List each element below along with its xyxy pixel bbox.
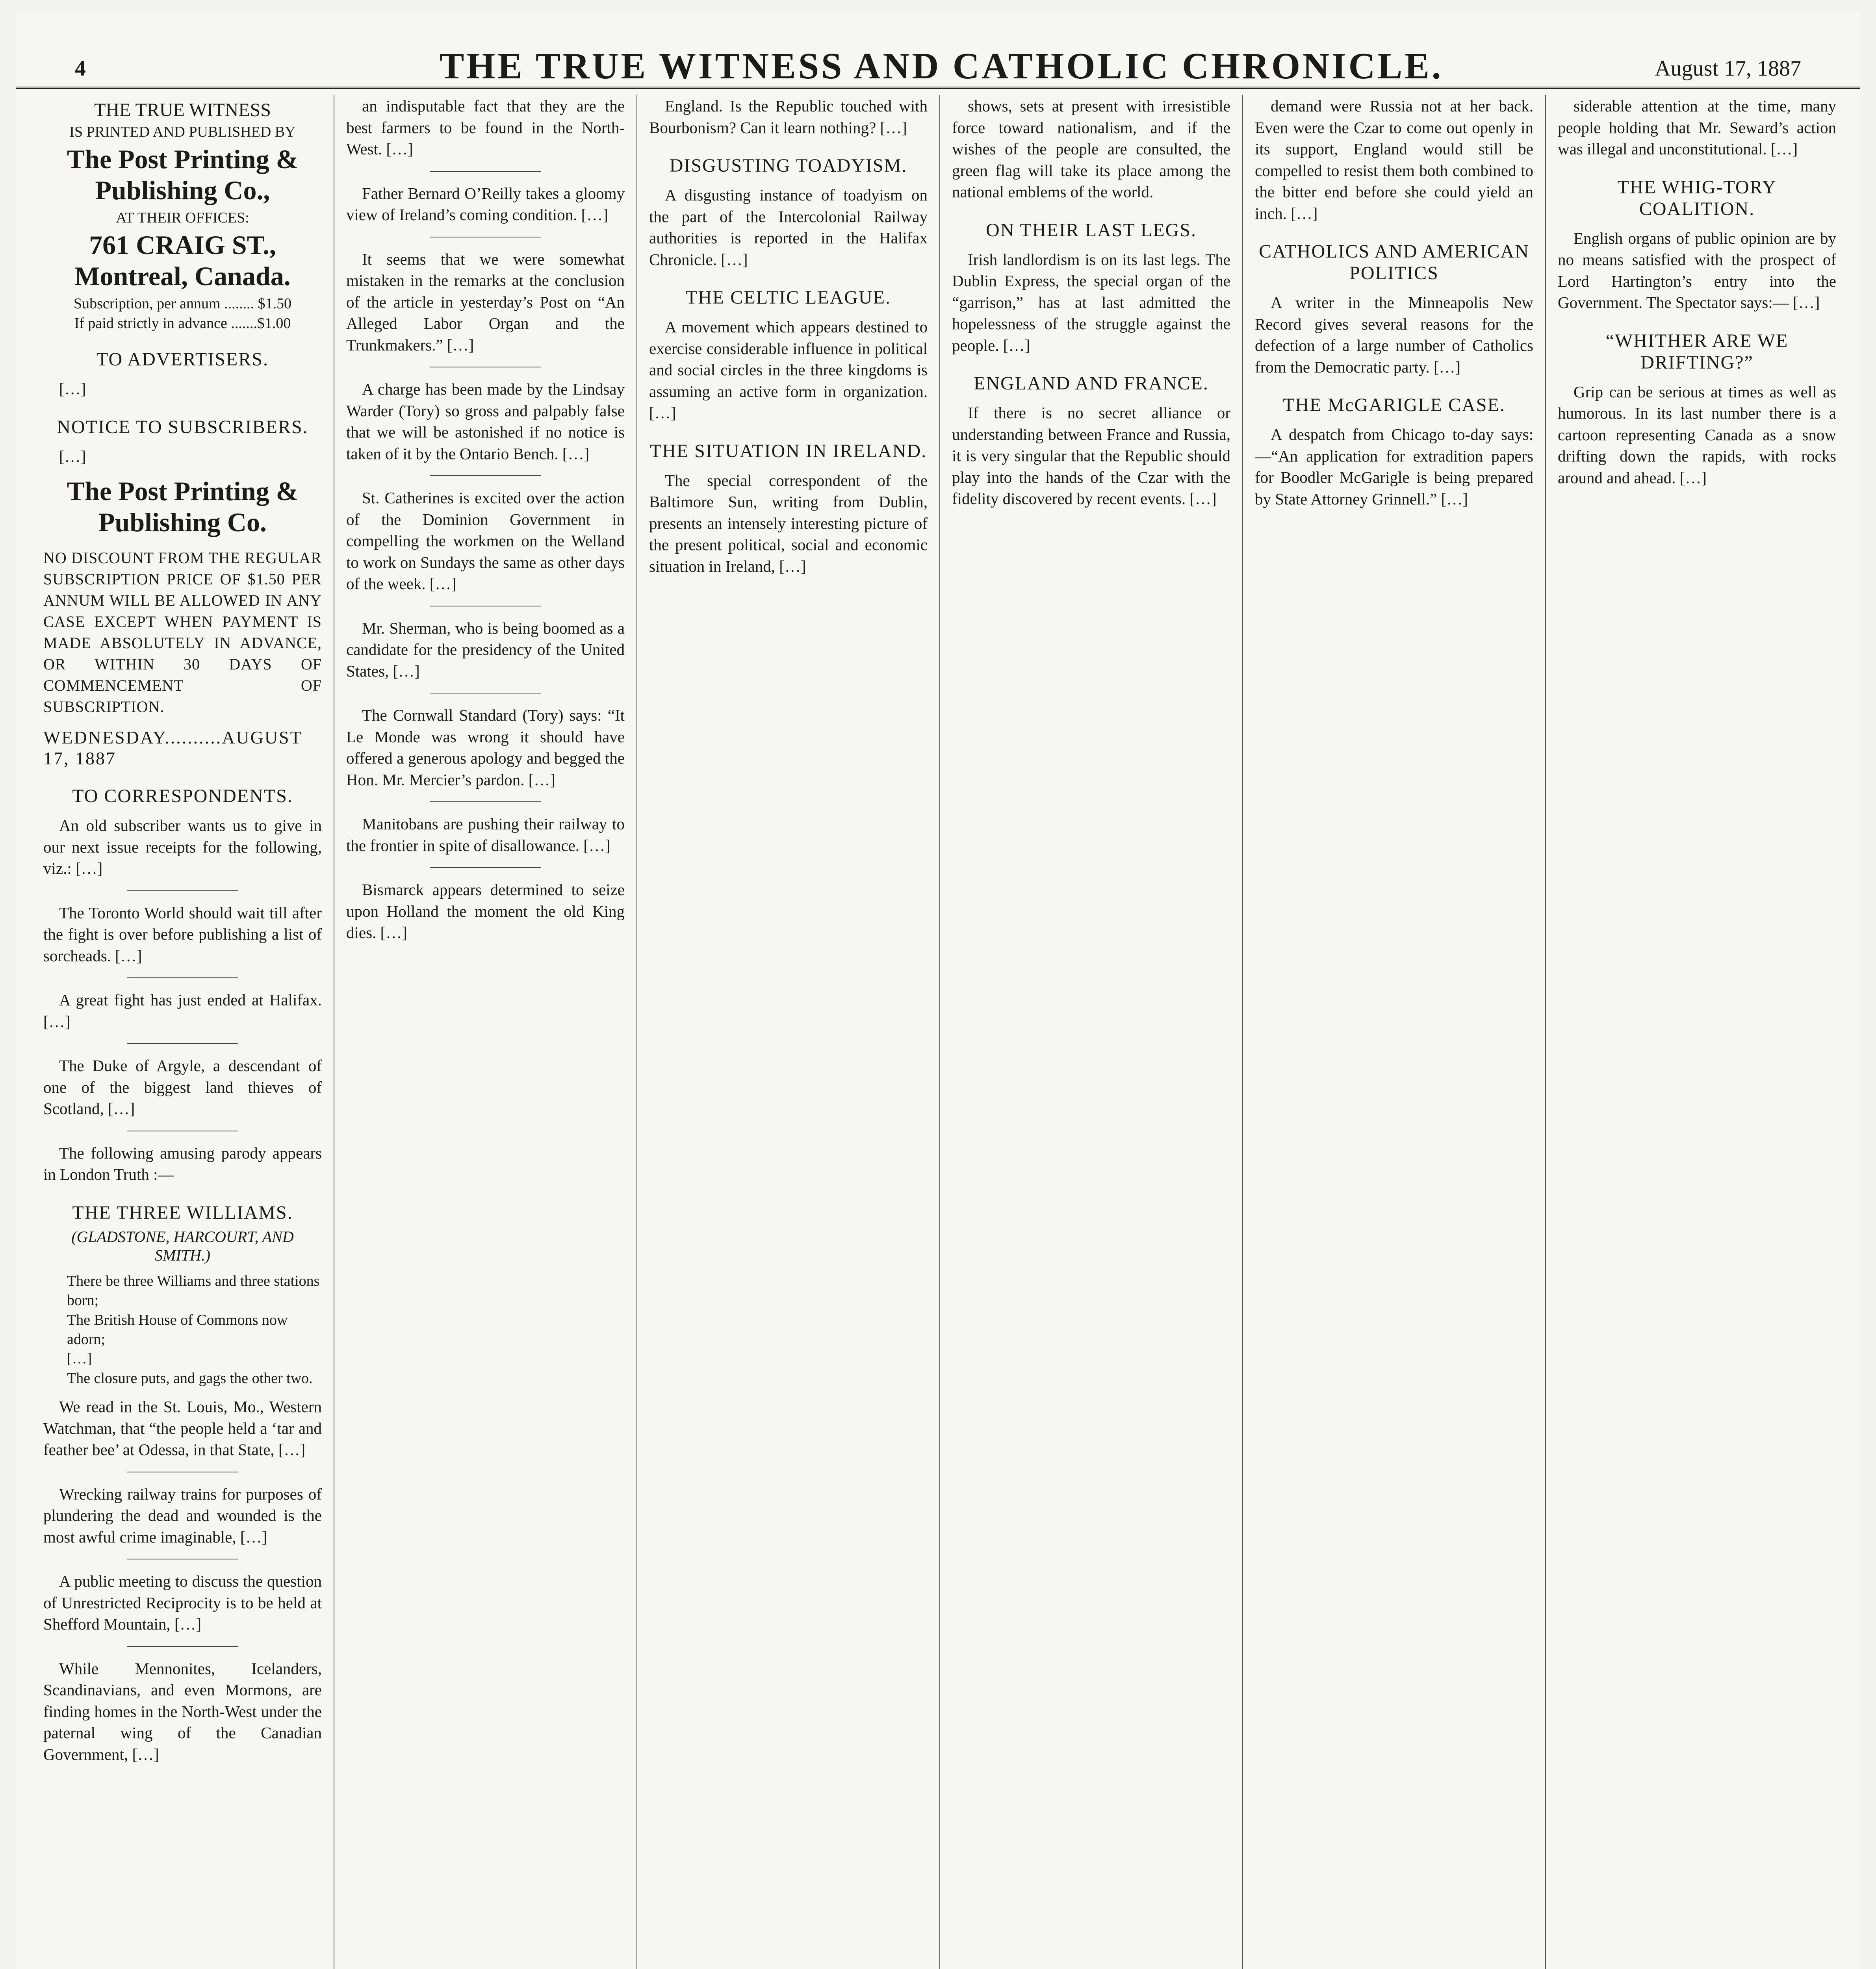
newspaper-page xyxy=(16,12,1860,1969)
column-2 xyxy=(334,95,636,1969)
column-1 xyxy=(32,95,334,1969)
column-4 xyxy=(939,95,1242,1969)
divider xyxy=(127,890,238,891)
catholics-politics-heading: CATHOLICS AND AMERICAN POLITICS xyxy=(1259,241,1529,284)
paragraph: While Mennonites, Icelanders, Scandinavians, and even Mormons, are finding homes in the North-West under the paternal wing of the Canadian Government, […] xyxy=(43,1659,322,1763)
advertisers-heading: TO ADVERTISERS. xyxy=(96,349,269,370)
advance-price: If paid strictly in advance .......$1.00 xyxy=(74,315,291,332)
paragraph: Grip can be serious at times as well as humorous. In its last number there is a cartoon representing Canada as a snow drifting down the rapids, with rocks around and ahead. […] xyxy=(1558,382,1836,487)
toadyism-heading: DISGUSTING TOADYISM. xyxy=(669,155,907,176)
paragraph: A charge has been made by the Lindsay Warder (Tory) so gross and palpably false that we will be astonished if no notice is taken of it by the Ontario Bench. […] xyxy=(346,380,625,463)
discount-notice: NO DISCOUNT FROM THE REGULAR SUBSCRIPTION PRICE OF $1.50 PER ANNUM WILL BE ALLOWED IN ANY CASE EXCEPT WHEN PAYMENT IS MADE ABSOLUTELY IN ADVANCE, OR WITHIN 30 DAYS OF COMMENCEMENT OF SUBSCRIPTION. xyxy=(43,549,322,716)
paragraph: siderable attention at the time, many people holding that Mr. Seward’s action was illegal and unconstitutional. […] xyxy=(1558,97,1836,158)
column-3 xyxy=(636,95,939,1969)
issue-date: August 17, 1887 xyxy=(1655,56,1801,81)
offices-label: AT THEIR OFFICES: xyxy=(116,210,249,226)
paragraph: A movement which appears destined to exercise considerable influence in political and social circles in the three kingdoms is assuming an active form in organization. […] xyxy=(649,318,928,422)
paragraph: A public meeting to discuss the question of Unrestricted Reciprocity is to be held at Shefford Mountain, […] xyxy=(43,1572,322,1633)
paragraph: Irish landlordism is on its last legs. The Dublin Express, the special organ of the “garrison,” has at last admitted the hopelessness of the struggle against the people. […] xyxy=(952,250,1230,354)
columns xyxy=(32,95,1848,1969)
paragraph: An old subscriber wants us to give in our next issue receipts for the following, viz.: […] xyxy=(43,816,322,878)
publication-title: THE TRUE WITNESS xyxy=(94,100,271,121)
column-5 xyxy=(1242,95,1545,1969)
divider xyxy=(127,977,238,978)
poem-line: The British House of Commons now adorn; xyxy=(67,1311,288,1348)
divider xyxy=(430,867,541,868)
paragraph: Manitobans are pushing their railway to the frontier in spite of disallowance. […] xyxy=(346,815,625,855)
divider xyxy=(127,1646,238,1647)
subscription-price: Subscription, per annum ........ $1.50 xyxy=(73,295,292,312)
poem-line: There be three Williams and three stations born; xyxy=(67,1272,320,1309)
celtic-league-heading: THE CELTIC LEAGUE. xyxy=(686,287,891,308)
paragraph: St. Catherines is excited over the action of the Dominion Government in compelling the workmen on the Welland to work on Sundays the same as other days of the week. […] xyxy=(346,489,625,593)
divider xyxy=(430,171,541,172)
poem-subtitle: (GLADSTONE, HARCOURT, AND SMITH.) xyxy=(71,1227,294,1264)
paragraph: The Toronto World should wait till after the fight is over before publishing a list of sorcheads. […] xyxy=(43,903,322,965)
page-header xyxy=(16,12,1860,89)
paragraph: If there is no secret alliance or understanding between France and Russia, it is very singular that the Republic should play into the hands of the Czar with the fidelity discovered by recent events. […] xyxy=(952,404,1230,508)
paragraph: A despatch from Chicago to-day says:—“An application for extradition papers for Boodler McGarigle is being prepared by State Attorney Grinnell.” […] xyxy=(1255,425,1533,508)
correspondents-heading: TO CORRESPONDENTS. xyxy=(72,786,293,807)
whig-tory-heading: THE WHIG-TORY COALITION. xyxy=(1617,176,1777,219)
paragraph: Mr. Sherman, who is being boomed as a candidate for the presidency of the United States, […] xyxy=(346,619,625,680)
paragraph: English organs of public opinion are by no means satisfied with the prospect of Lord Hartington’s entry into the Government. The Spectator says:— […] xyxy=(1558,229,1836,312)
column-6 xyxy=(1545,95,1848,1969)
whither-drifting-heading: “WHITHER ARE WE DRIFTING?” xyxy=(1605,330,1789,373)
paragraph: The Duke of Argyle, a descendant of one of the biggest land thieves of Scotland, […] xyxy=(43,1057,322,1118)
paragraph: Father Bernard O’Reilly takes a gloomy view of Ireland’s coming condition. […] xyxy=(346,184,625,224)
poem-line: The closure puts, and gags the other two. xyxy=(67,1370,313,1387)
subscribers-text: […] xyxy=(59,447,86,465)
advertisers-text: […] xyxy=(59,380,86,398)
paragraph: England. Is the Republic touched with Bourbonism? Can it learn nothing? […] xyxy=(649,97,928,137)
publisher-name: The Post Printing & Publishing Co., xyxy=(67,144,299,205)
poem xyxy=(67,1272,322,1388)
paragraph: demand were Russia not at her back. Even were the Czar to come out openly in its support, England would still be compelled to resist them both combined to the bitter end before she could yield an inch. […] xyxy=(1255,97,1533,222)
paragraph: A writer in the Minneapolis New Record gives several reasons for the defection of a large number of Catholics from the Democratic party. […] xyxy=(1255,293,1533,376)
paragraph: A disgusting instance of toadyism on the part of the Intercolonial Railway authorities is reported in the Halifax Chronicle. […] xyxy=(649,186,928,269)
paragraph: A great fight has just ended at Halifax. […] xyxy=(43,991,322,1031)
paragraph: an indisputable fact that they are the best farmers to be found in the North-West. […] xyxy=(346,97,625,158)
subscribers-heading: NOTICE TO SUBSCRIBERS. xyxy=(57,416,308,438)
paragraph: The special correspondent of the Baltimore Sun, writing from Dublin, presents an intensely interesting picture of the present political, social and economic situation in Ireland, […] xyxy=(649,471,928,575)
mcgarigle-heading: THE McGARIGLE CASE. xyxy=(1283,395,1505,416)
paragraph: We read in the St. Louis, Mo., Western Watchman, that “the people held a ‘tar and feather bee’ at Odessa, in that State, […] xyxy=(43,1398,322,1459)
last-legs-heading: ON THEIR LAST LEGS. xyxy=(986,219,1197,241)
paragraph: It seems that we were somewhat mistaken in the remarks at the conclusion of the article in yesterday’s Post on “An Alleged Labor Organ and the Trunkmakers.” […] xyxy=(346,250,625,354)
printed-by: IS PRINTED AND PUBLISHED BY xyxy=(69,124,296,140)
dateline: WEDNESDAY..........AUGUST 17, 1887 xyxy=(43,727,302,769)
paragraph: The Cornwall Standard (Tory) says: “It Le Monde was wrong it should have offered a generous apology and begged the Hon. Mr. Mercier’s pardon. […] xyxy=(346,706,625,789)
masthead: THE TRUE WITNESS AND CATHOLIC CHRONICLE. xyxy=(439,46,1444,87)
poem-line: […] xyxy=(67,1350,92,1367)
england-france-heading: ENGLAND AND FRANCE. xyxy=(974,373,1209,394)
divider xyxy=(430,801,541,802)
paragraph: shows, sets at present with irresistible force toward nationalism, and if the wishes of the people are consulted, the green flag will take its place among the national emblems of the world. xyxy=(952,97,1230,201)
paragraph: Bismarck appears determined to seize upon Holland the moment the old King dies. […] xyxy=(346,881,625,942)
situation-ireland-heading: THE SITUATION IN IRELAND. xyxy=(649,440,927,462)
paragraph: The following amusing parody appears in London Truth :— xyxy=(43,1144,322,1184)
publisher-address: 761 CRAIG ST., Montreal, Canada. xyxy=(74,230,291,291)
divider xyxy=(127,1043,238,1044)
divider xyxy=(430,475,541,476)
publisher-name-footer: The Post Printing & Publishing Co. xyxy=(67,476,299,538)
paragraph: Wrecking railway trains for purposes of plundering the dead and wounded is the most awful crime imaginable, […] xyxy=(43,1485,322,1546)
poem-title: THE THREE WILLIAMS. xyxy=(72,1202,293,1223)
page-number: 4 xyxy=(75,56,86,81)
